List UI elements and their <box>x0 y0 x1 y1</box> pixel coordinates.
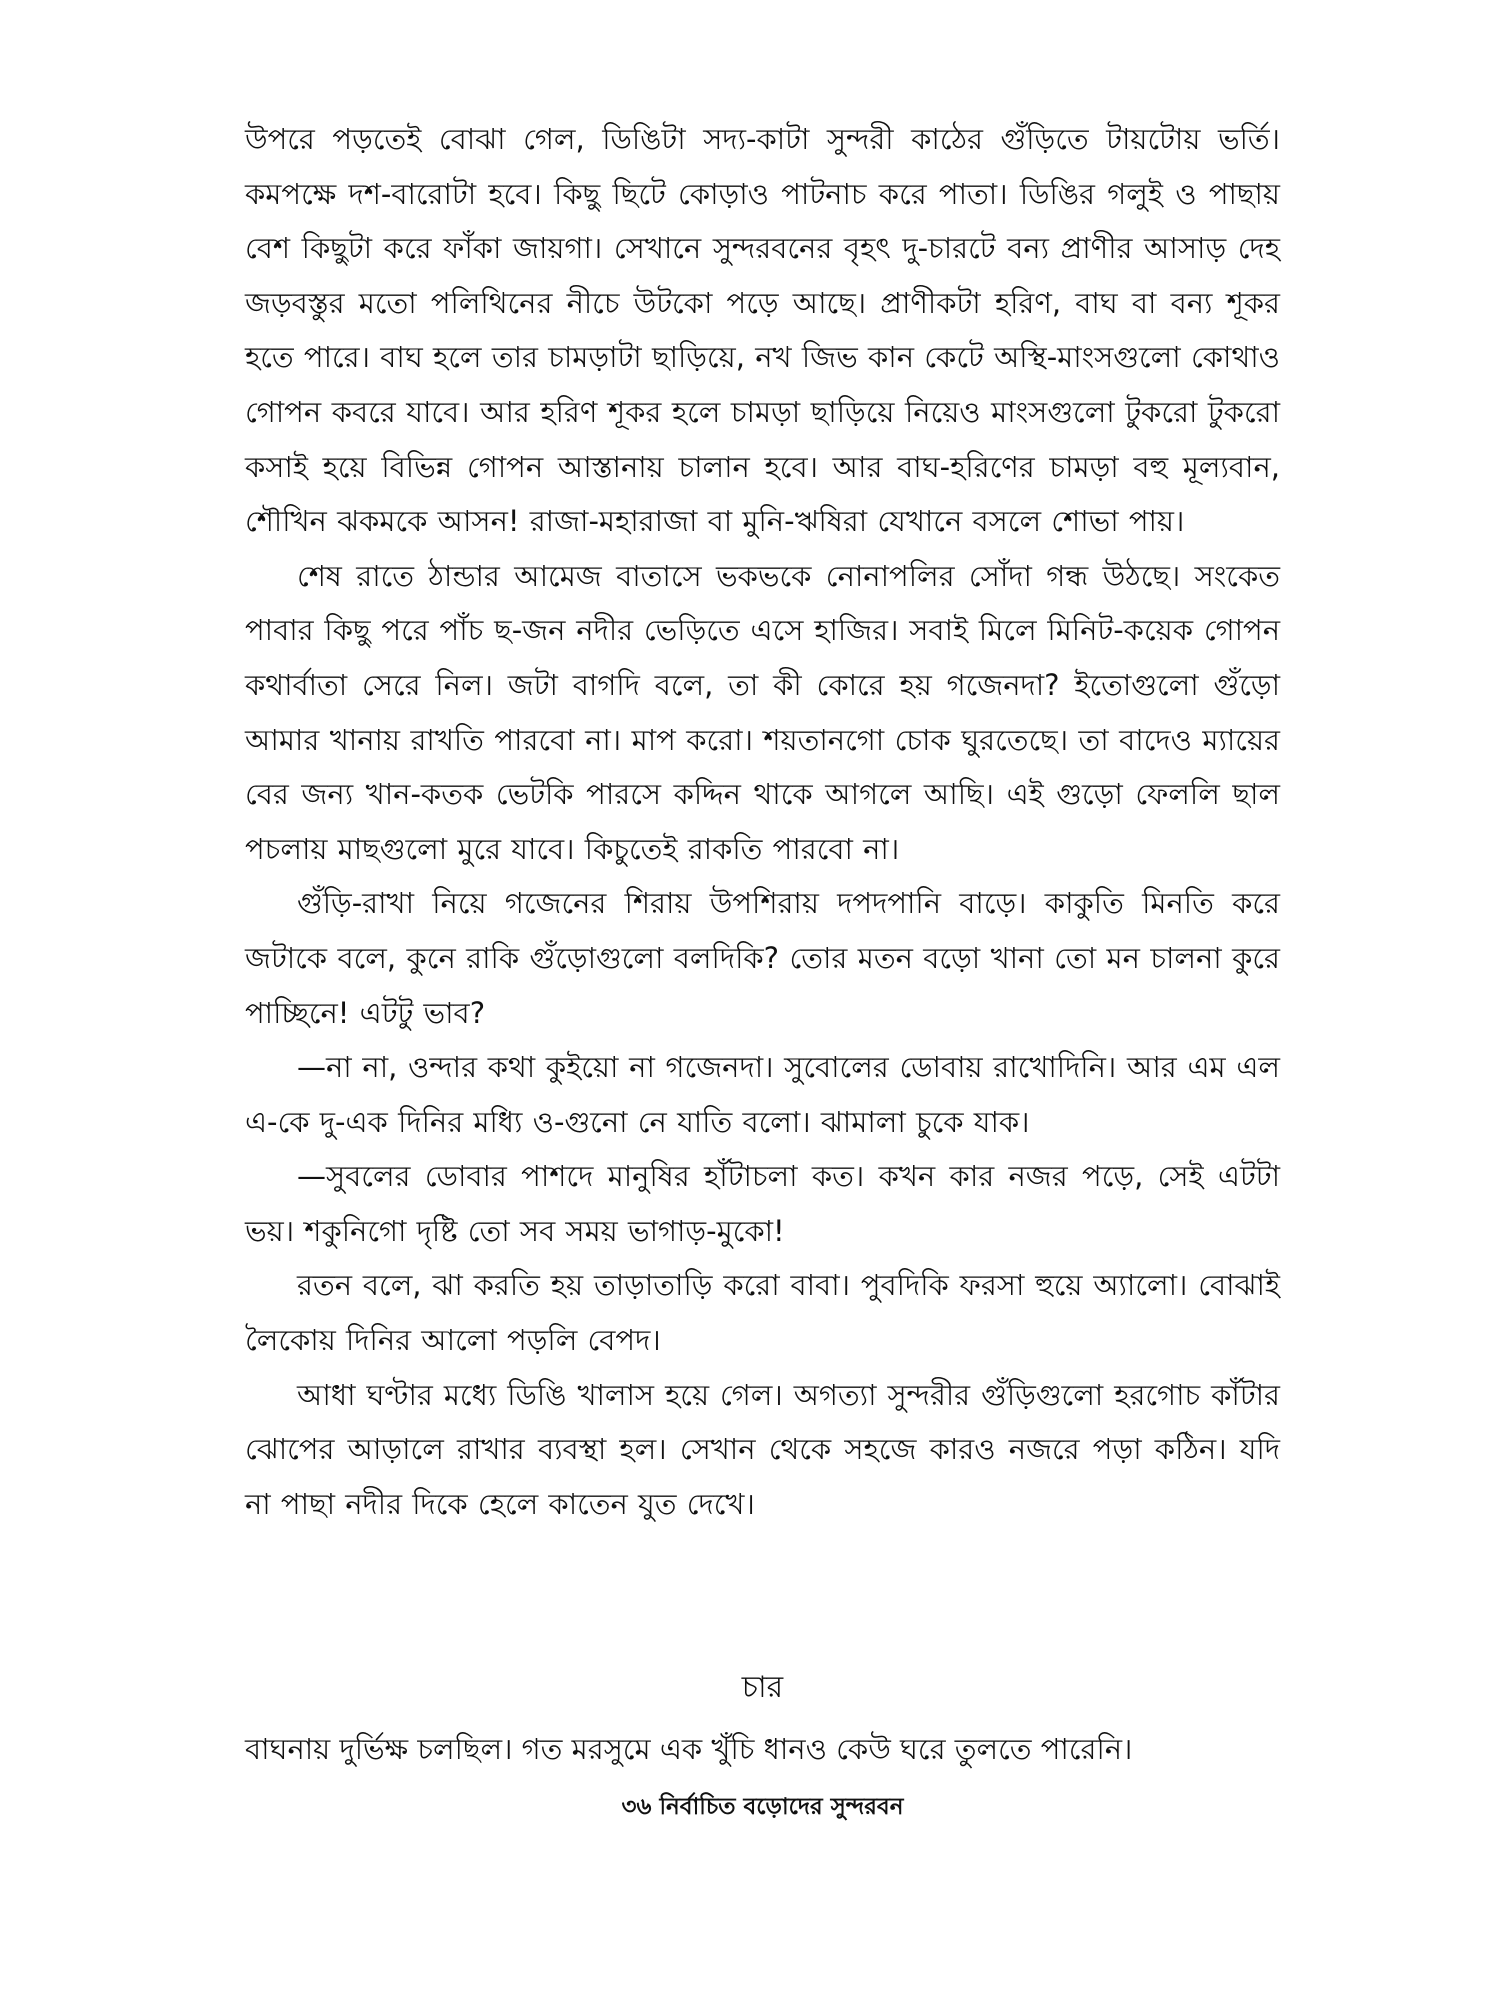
paragraph-4: —না না, ওন্দার কথা কুইয়ো না গজেনদা। সুবোলের ডোবায় রাখোদিনি। আর এম এল এ-কে দু-এক দিনির মধ্যি ও-গুনো নে যাতি বলো। ঝামালা চুকে যাক। <box>245 1050 1280 1139</box>
chapter-first-line: বাঘনায় দুর্ভিক্ষ চলছিল। গত মরসুমে এক খুঁচি ধানও কেউ ঘরে তুলতে পারেনি। <box>245 1732 1133 1766</box>
paragraph-5: —সুবলের ডোবার পাশদে মানুষির হাঁটাচলা কত। কখন কার নজর পড়ে, সেই এটটা ভয়। শকুনিগো দৃষ্টি তো সব সময় ভাগাড়-মুকো! <box>245 1159 1280 1248</box>
paragraph-6: রতন বলে, ঝা করতি হয় তাড়াতাড়ি করো বাবা। পুবদিকি ফরসা হুয়ে অ্যালো। বোঝাই লৈকোয় দিনির আলো পড়লি বেপদ। <box>245 1268 1280 1358</box>
page-body <box>245 112 1280 1531</box>
page-footer: ৩৬ নির্বাচিত বড়োদের সুন্দরবন <box>621 1794 904 1820</box>
paragraph-3: গুঁড়ি-রাখা নিয়ে গজেনের শিরায় উপশিরায় দপদপানি বাড়ে। কাকুতি মিনতি করে জটাকে বলে, কুনে রাকি গুঁড়োগুলো বলদিকি? তোর মতন বড়ো খানা তো মন চালনা কুরে পাচ্ছিনে! এটটু ভাব? <box>245 886 1280 1030</box>
chapter-heading: চার <box>741 1670 784 1705</box>
paragraph-1: উপরে পড়তেই বোঝা গেল, ডিঙিটা সদ্য-কাটা সুন্দরী কাঠের গুঁড়িতে টায়টোয় ভর্তি। কমপক্ষে দশ-বারোটা হবে। কিছু ছিটে কোড়াও পাটনাচ করে পাতা। ডিঙির গলুই ও পাছায় বেশ কিছুটা করে ফাঁকা জায়গা। সেখানে সুন্দরবনের বৃহৎ দু-চারটে বন্য প্রাণীর আসাড় দেহ জড়বস্তুর মতো পলিথিনের নীচে উটকো পড়ে আছে। প্রাণীকটা হরিণ, বাঘ বা বন্য শূকর হতে পারে। বাঘ হলে তার চামড়াটা ছাড়িয়ে, নখ জিভ কান কেটে অস্থি-মাংসগুলো কোথাও গোপন কবরে যাবে। আর হরিণ শূকর হলে চামড়া ছাড়িয়ে নিয়েও মাংসগুলো টুকরো টুকরো কসাই হয়ে বিভিন্ন গোপন আস্তানায় চালান হবে। আর বাঘ-হরিণের চামড়া বহু মূল্যবান, শৌখিন ঝকমকে আসন! রাজা-মহারাজা বা মুনি-ঋষিরা যেখানে বসলে শোভা পায়। <box>245 122 1280 539</box>
paragraph-7: আধা ঘণ্টার মধ্যে ডিঙি খালাস হয়ে গেল। অগত্যা সুন্দরীর গুঁড়িগুলো হরগোচ কাঁটার ঝোপের আড়ালে রাখার ব্যবস্থা হল। সেখান থেকে সহজে কারও নজরে পড়া কঠিন। যদি না পাছা নদীর দিকে হেলে কাতেন যুত দেখে। <box>245 1377 1280 1521</box>
paragraph-2: শেষ রাতে ঠান্ডার আমেজ বাতাসে ভকভকে নোনাপলির সোঁদা গন্ধ উঠছে। সংকেত পাবার কিছু পরে পাঁচ ছ-জন নদীর ভেড়িতে এসে হাজির। সবাই মিলে মিনিট-কয়েক গোপন কথার্বাতা সেরে নিল। জটা বাগদি বলে, তা কী কোরে হয় গজেনদা? ইতোগুলো গুঁড়ো আমার খানায় রাখতি পারবো না। মাপ করো। শয়তানগো চোক ঘুরতেছে। তা বাদেও ম্যায়ের বের জন্য খান-কতক ভেটকি পারসে কদ্দিন থাকে আগলে আছি। এই গুড়ো ফেললি ছাল পচলায় মাছগুলো মুরে যাবে। কিচুতেই রাকতি পারবো না। <box>245 558 1280 866</box>
